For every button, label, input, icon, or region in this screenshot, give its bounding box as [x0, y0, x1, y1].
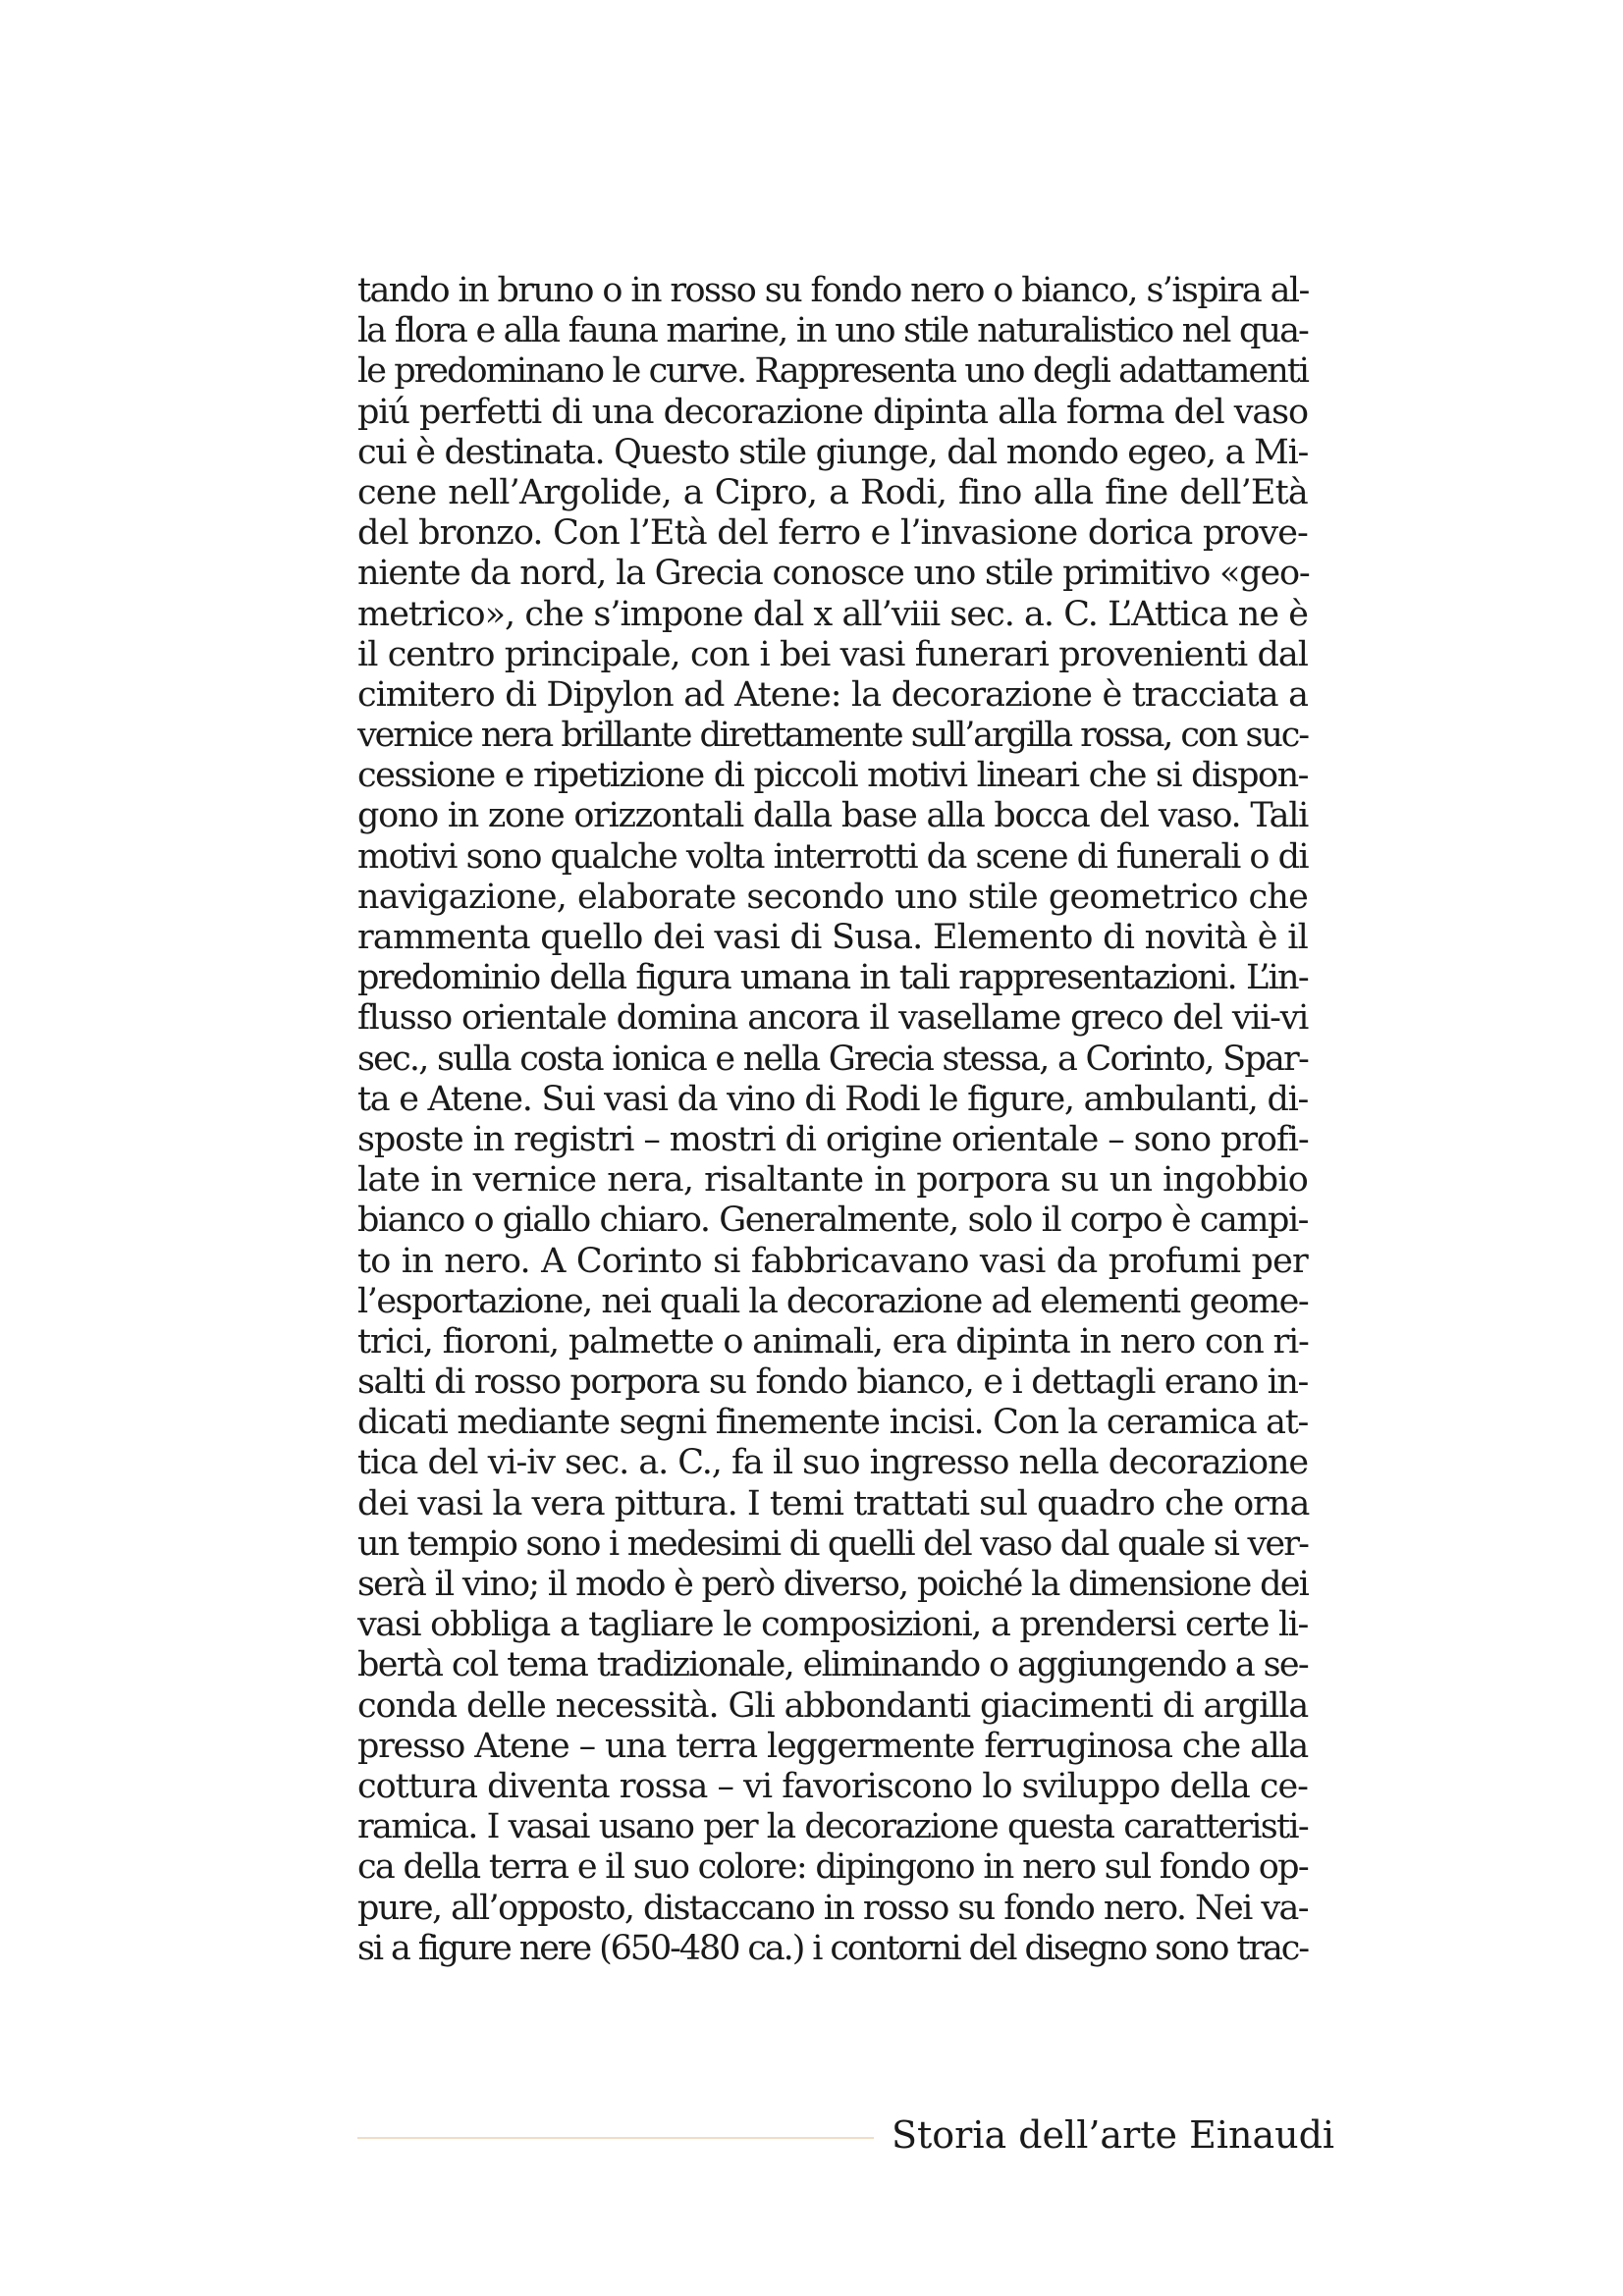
footer-rule: [357, 2137, 874, 2139]
body-line: bertà col tema tradizionale, eliminando o aggiungendo a se-: [357, 1645, 1308, 1685]
body-line: il centro principale, con i bei vasi funerari provenienti dal: [357, 634, 1308, 674]
body-line: predominio della figura umana in tali rappresentazioni. L’in-: [357, 958, 1308, 998]
body-line: pure, all’opposto, distaccano in rosso su fondo nero. Nei va-: [357, 1888, 1308, 1928]
body-line: flusso orientale domina ancora il vasellame greco del vii-vi: [357, 998, 1308, 1039]
body-line: cottura diventa rossa – vi favoriscono lo sviluppo della ce-: [357, 1766, 1308, 1806]
body-line: dei vasi la vera pittura. I temi trattati sul quadro che orna: [357, 1483, 1310, 1523]
body-line: rammenta quello dei vasi di Susa. Elemento di novità è il: [357, 918, 1308, 957]
body-line: l’esportazione, nei quali la decorazione ad elementi geome-: [357, 1281, 1309, 1321]
body-line: cimitero di Dipylon ad Atene: la decorazione è tracciata a: [357, 674, 1308, 715]
body-line: late in vernice nera, risaltante in porpora su un ingobbio: [357, 1160, 1308, 1201]
body-line: gono in zone orizzontali dalla base alla bocca del vaso. Tali: [357, 796, 1308, 836]
body-line: ramica. I vasai usano per la decorazione questa caratteristi-: [357, 1807, 1308, 1847]
body-line: presso Atene – una terra leggermente ferruginosa che alla: [357, 1726, 1308, 1766]
body-line: vernice nera brillante direttamente sull’argilla rossa, con suc-: [357, 716, 1308, 756]
body-line: salti di rosso porpora su fondo bianco, e i dettagli erano in-: [357, 1362, 1308, 1403]
body-line: un tempio sono i medesimi di quelli del vaso dal quale si ver-: [357, 1523, 1308, 1564]
body-line: bianco o giallo chiaro. Generalmente, solo il corpo è campi-: [357, 1201, 1308, 1241]
body-line: cene nell’Argolide, a Cipro, a Rodi, fino alla fine dell’Età: [357, 472, 1308, 512]
body-line: del bronzo. Con l’Età del ferro e l’invasione dorica prove-: [357, 513, 1308, 554]
body-line: navigazione, elaborate secondo uno stile geometrico che: [357, 877, 1308, 917]
body-line: le predominano le curve. Rappresenta uno degli adattamenti: [357, 351, 1308, 392]
body-line: trici, fioroni, palmette o animali, era dipinta in nero con ri-: [357, 1321, 1309, 1362]
body-line: cui è destinata. Questo stile giunge, dal mondo egeo, a Mi-: [357, 432, 1309, 472]
body-line: sposte in registri – mostri di origine orientale – sono profi-: [357, 1119, 1309, 1159]
body-line: cessione e ripetizione di piccoli motivi lineari che si dispon-: [357, 756, 1308, 796]
body-line: serà il vino; il modo è però diverso, poiché la dimensione dei: [357, 1565, 1308, 1604]
body-text: [357, 271, 1308, 1969]
body-line: tica del vi-iv sec. a. C., fa il suo ingresso nella decorazione: [357, 1443, 1308, 1483]
body-line: ta e Atene. Sui vasi da vino di Rodi le figure, ambulanti, di-: [357, 1079, 1308, 1119]
body-line: tando in bruno o in rosso su fondo nero o bianco, s’ispira al-: [357, 271, 1309, 310]
body-line: ca della terra e il suo colore: dipingono in nero sul fondo op-: [357, 1847, 1308, 1888]
body-line: motivi sono qualche volta interrotti da scene di funerali o di: [357, 836, 1308, 877]
body-line: to in nero. A Corinto si fabbricavano vasi da profumi per: [357, 1241, 1308, 1281]
body-line: conda delle necessità. Gli abbondanti giacimenti di argilla: [357, 1685, 1309, 1726]
body-line: sec., sulla costa ionica e nella Grecia stessa, a Corinto, Spar-: [357, 1039, 1308, 1079]
footer-title: Storia dell’arte Einaudi: [892, 2113, 1335, 2157]
body-line: piú perfetti di una decorazione dipinta alla forma del vaso: [357, 392, 1308, 432]
body-line: niente da nord, la Grecia conosce uno stile primitivo «geo-: [357, 554, 1310, 594]
body-line: la flora e alla fauna marine, in uno stile naturalistico nel qua-: [357, 311, 1308, 351]
body-line: metrico», che s’impone dal x all’viii sec. a. C. L’Attica ne è: [357, 594, 1308, 634]
body-line: vasi obbliga a tagliare le composizioni, a prendersi certe li-: [357, 1605, 1308, 1645]
body-line: dicati mediante segni finemente incisi. Con la ceramica at-: [357, 1403, 1308, 1443]
body-line: si a figure nere (650-480 ca.) i contorni del disegno sono trac-: [357, 1928, 1308, 1968]
